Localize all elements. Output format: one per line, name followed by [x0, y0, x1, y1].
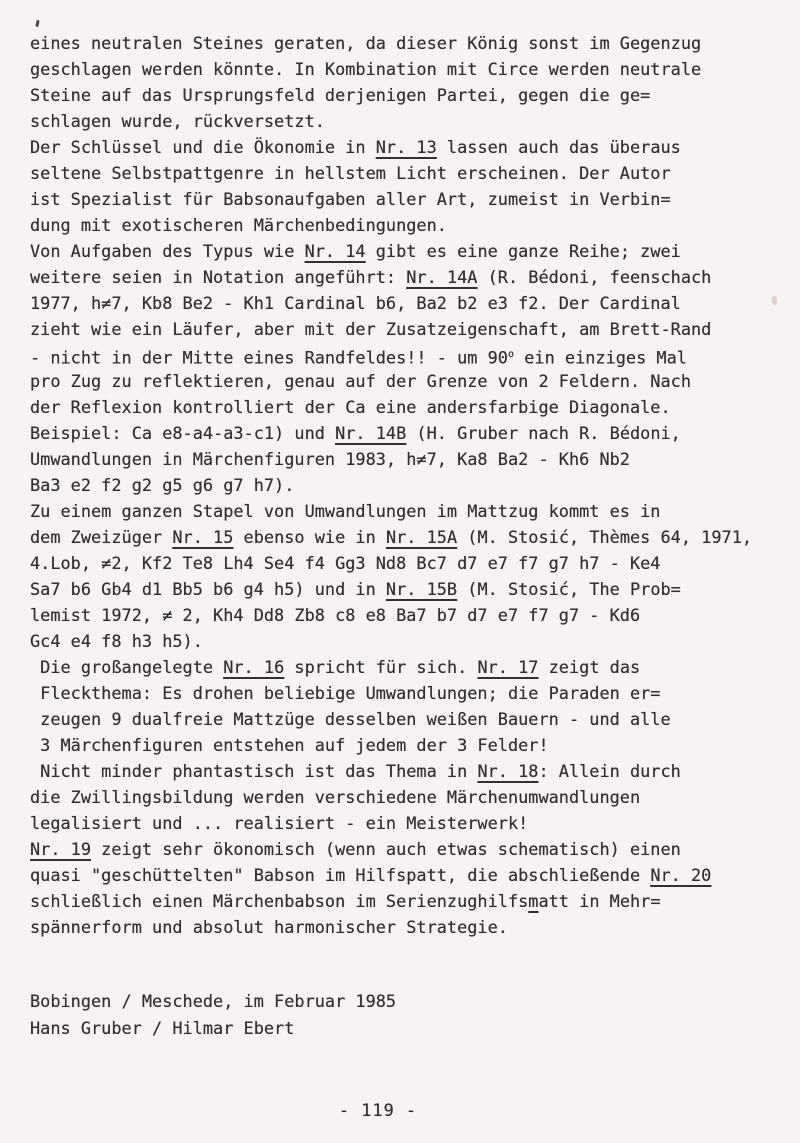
- typewritten-text: [30, 30, 752, 940]
- text-line: Ba3 e2 f2 g2 g5 g6 g7 h7).: [30, 475, 295, 495]
- text-line: Nr. 19 zeigt sehr ökonomisch (wenn auch etwas schematisch) einen: [30, 839, 681, 859]
- text-line: 3 Märchenfiguren entstehen auf jedem der 3 Felder!: [30, 735, 549, 755]
- text-line: Zu einem ganzen Stapel von Umwandlungen im Mattzug kommt es in: [30, 501, 661, 521]
- text-line: schließlich einen Märchenbabson im Serienzughilfsmatt in Mehr=: [30, 891, 661, 911]
- text-line: die Zwillingsbildung werden verschiedene Märchenumwandlungen: [30, 787, 641, 807]
- text-line: eines neutralen Steines geraten, da dieser König sonst im Gegenzug: [30, 33, 702, 53]
- text-line: spännerform und absolut harmonischer Strategie.: [30, 917, 508, 937]
- text-line: quasi "geschüttelten" Babson im Hilfspatt, die abschließende Nr. 20: [30, 865, 712, 885]
- text-line: Gc4 e4 f8 h3 h5).: [30, 631, 203, 651]
- page-number: - 119 -: [338, 1100, 418, 1120]
- text-line: dung mit exotischeren Märchenbedingungen.: [30, 215, 447, 235]
- ink-speck: [35, 20, 39, 27]
- text-line: Nicht minder phantastisch ist das Thema in Nr. 18: Allein durch: [30, 761, 681, 781]
- text-line: Umwandlungen in Märchenfiguren 1983, h≠7, Ka8 Ba2 - Kh6 Nb2: [30, 449, 630, 469]
- text-line: weitere seien in Notation angeführt: Nr. 14A (R. Bédoni, feenschach: [30, 267, 712, 287]
- paper-speck: [772, 296, 777, 305]
- text-line: Steine auf das Ursprungsfeld derjenigen Partei, gegen die ge=: [30, 85, 651, 105]
- text-line: ist Spezialist für Babsonaufgaben aller Art, zumeist in Verbin=: [30, 189, 671, 209]
- text-line: legalisiert und ... realisiert - ein Meisterwerk!: [30, 813, 529, 833]
- text-line: geschlagen werden könnte. In Kombination mit Circe werden neutrale: [30, 59, 702, 79]
- text-line: Die großangelegte Nr. 16 spricht für sich. Nr. 17 zeigt das: [30, 657, 641, 677]
- signature-line: Bobingen / Meschede, im Februar 1985: [30, 991, 397, 1011]
- signature-block: [30, 988, 396, 1042]
- text-line: Beispiel: Ca e8-a4-a3-c1) und Nr. 14B (H. Gruber nach R. Bédoni,: [30, 423, 681, 443]
- text-line: Sa7 b6 Gb4 d1 Bb5 b6 g4 h5) und in Nr. 15B (M. Stosić, The Prob=: [30, 579, 681, 599]
- text-line: dem Zweizüger Nr. 15 ebenso wie in Nr. 15A (M. Stosić, Thèmes 64, 1971,: [30, 527, 753, 547]
- text-line: Fleckthema: Es drohen beliebige Umwandlungen; die Paraden er=: [30, 683, 661, 703]
- signature-line: Hans Gruber / Hilmar Ebert: [30, 1018, 295, 1038]
- text-line: lemist 1972, ≠ 2, Kh4 Dd8 Zb8 c8 e8 Ba7 b7 d7 e7 f7 g7 - Kd6: [30, 605, 641, 625]
- text-line: - nicht in der Mitte eines Randfeldes!! - um 90$^o$ ein einziges Mal: [30, 347, 687, 368]
- text-line: Von Aufgaben des Typus wie Nr. 14 gibt es eine ganze Reihe; zwei: [30, 241, 681, 261]
- text-line: 4.Lob, ≠2, Kf2 Te8 Lh4 Se4 f4 Gg3 Nd8 Bc7 d7 e7 f7 g7 h7 - Ke4: [30, 553, 661, 573]
- text-line: der Reflexion kontrolliert der Ca eine andersfarbige Diagonale.: [30, 397, 671, 417]
- text-line: seltene Selbstpattgenre in hellstem Licht erscheinen. Der Autor: [30, 163, 671, 183]
- text-line: zeugen 9 dualfreie Mattzüge desselben weißen Bauern - und alle: [30, 709, 671, 729]
- text-line: 1977, h≠7, Kb8 Be2 - Kh1 Cardinal b6, Ba2 b2 e3 f2. Der Cardinal: [30, 293, 681, 313]
- text-line: pro Zug zu reflektieren, genau auf der Grenze von 2 Feldern. Nach: [30, 371, 691, 391]
- text-line: zieht wie ein Läufer, aber mit der Zusatzeigenschaft, am Brett-Rand: [30, 319, 712, 339]
- text-line: schlagen wurde, rückversetzt.: [30, 111, 325, 131]
- text-line: Der Schlüssel und die Ökonomie in Nr. 13 lassen auch das überaus: [30, 137, 681, 157]
